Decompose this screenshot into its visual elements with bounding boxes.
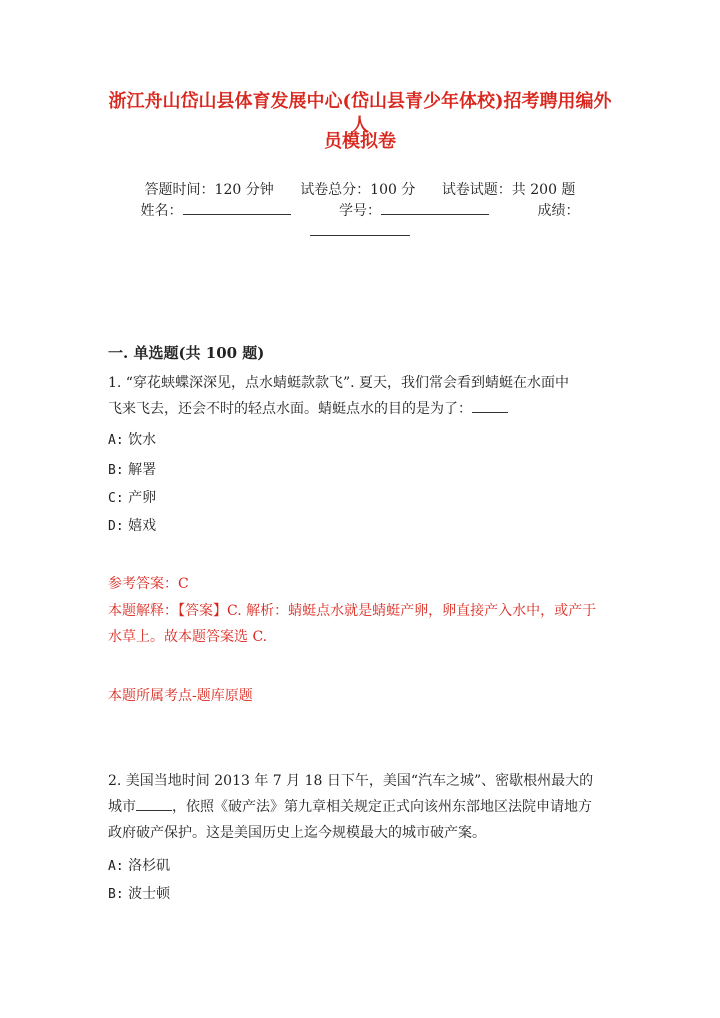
exam-time: 答题时间：120 分钟 xyxy=(144,182,274,198)
exam-total-score: 试卷总分：100 分 xyxy=(300,182,416,198)
student-id-blank xyxy=(381,202,489,215)
option-key: C: xyxy=(108,491,124,506)
question-2-option-b xyxy=(108,884,170,905)
question-1-option-d xyxy=(108,516,156,537)
option-key: A: xyxy=(108,433,124,448)
question-2-line-2-start: 城市 xyxy=(108,799,136,815)
explanation-line-1: 本题解释：【答案】C. 解析：蜻蜓点水就是蜻蜓产卵，卵直接产入水中，或产于 xyxy=(108,603,597,619)
question-1-option-a xyxy=(108,430,156,451)
explanation-line-2: 水草上。故本题答案选 C. xyxy=(108,629,268,645)
section-heading: 一. 单选题(共 100 题) xyxy=(108,344,265,362)
option-text: 洛杉矶 xyxy=(128,858,171,874)
name-blank xyxy=(183,202,291,215)
question-1-option-b xyxy=(108,460,156,481)
option-text: 解署 xyxy=(128,462,157,478)
question-1-source: 本题所属考点-题库原题 xyxy=(108,688,253,704)
question-1-line-1: 1. “穿花蛱蝶深深见，点水蜻蜓款款飞”. 夏天，我们常会看到蜻蜓在水面中 xyxy=(108,375,570,391)
page-title: 浙江舟山岱山县体育发展中心(岱山县青少年体校)招考聘用编外人 xyxy=(108,91,612,136)
student-info xyxy=(100,201,620,221)
question-2-option-a xyxy=(108,856,170,877)
score-label: 成绩： xyxy=(537,203,580,219)
option-text: 饮水 xyxy=(128,432,157,448)
option-text: 波士顿 xyxy=(128,886,171,902)
question-2-line-3: 政府破产保护。这是美国历史上迄今规模最大的城市破产案。 xyxy=(108,825,486,841)
option-key: A: xyxy=(108,859,124,874)
answer-blank xyxy=(472,400,508,413)
question-1-line-2: 飞来飞去，还会不时的轻点水面。蜻蜓点水的目的是为了： xyxy=(108,401,472,417)
question-1-stem xyxy=(108,370,618,422)
exam-info xyxy=(100,180,620,200)
question-1-answer: 参考答案：C xyxy=(108,576,189,592)
question-1-option-c xyxy=(108,488,156,509)
question-2-line-1: 2. 美国当地时间 2013 年 7 月 18 日下午，美国“汽车之城”、密歇根州最大的 xyxy=(108,773,594,789)
option-key: B: xyxy=(108,887,124,902)
score-blank-row xyxy=(100,222,620,242)
question-2-stem xyxy=(108,768,618,846)
student-id-label: 学号： xyxy=(339,203,381,219)
question-1-explanation xyxy=(108,598,618,650)
option-key: B: xyxy=(108,463,124,478)
option-text: 嬉戏 xyxy=(128,518,157,534)
answer-blank xyxy=(136,798,172,811)
question-2-line-2-end: ，依照《破产法》第九章相关规定正式向该州东部地区法院申请地方 xyxy=(172,799,592,815)
option-text: 产卵 xyxy=(128,490,157,506)
exam-question-count: 试卷试题：共 200 题 xyxy=(441,182,576,198)
option-key: D: xyxy=(108,519,124,534)
name-label: 姓名： xyxy=(140,203,183,219)
page-title-continued: 员模拟卷 xyxy=(324,131,396,152)
score-blank xyxy=(310,223,410,236)
